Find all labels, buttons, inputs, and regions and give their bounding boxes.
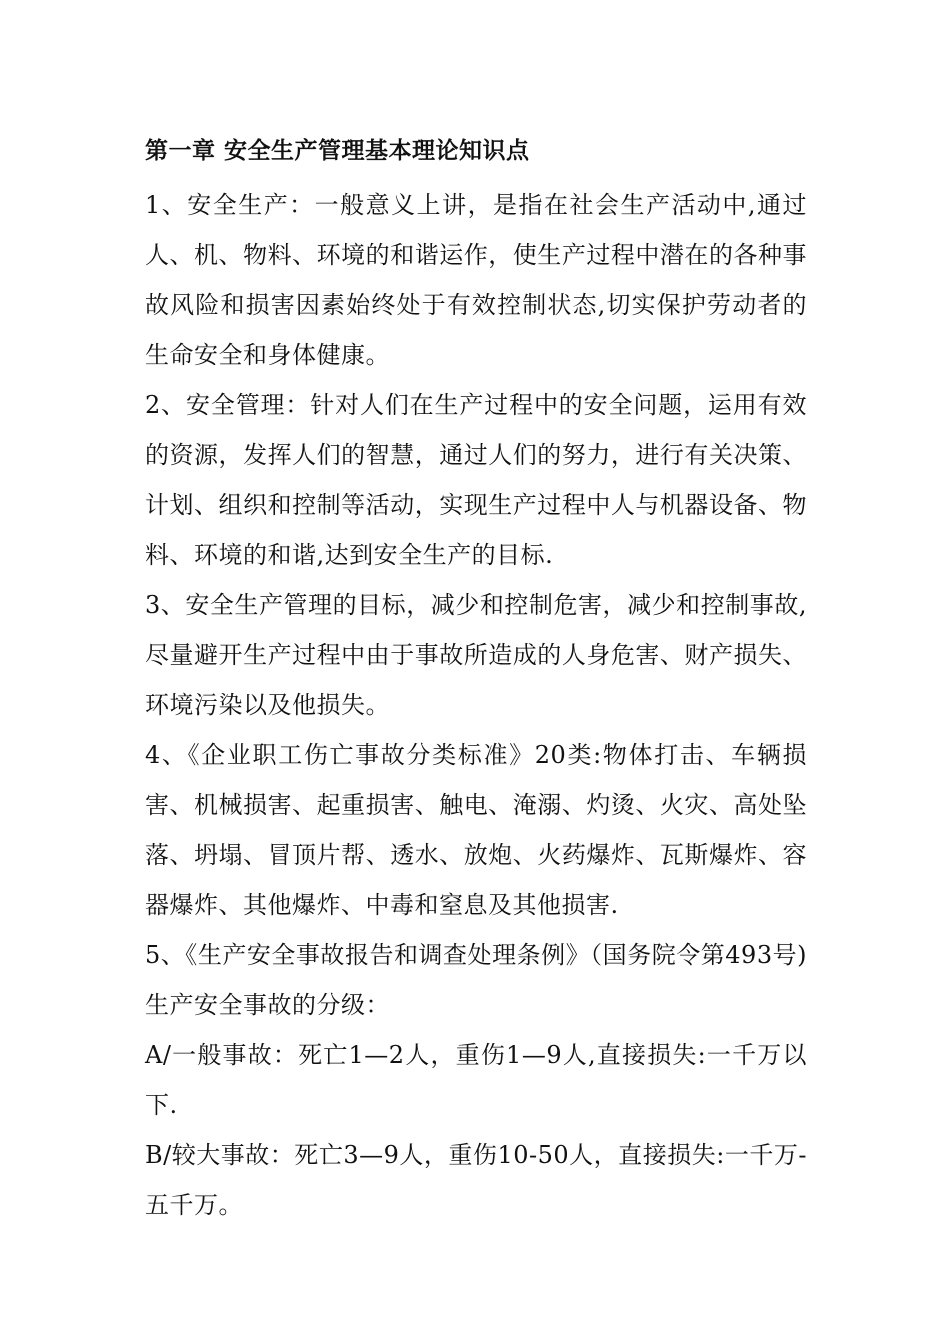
paragraph-management-goals: 3、安全生产管理的目标，减少和控制危害，减少和控制事故,尽量避开生产过程中由于事故所造成的人身危害、财产损失、环境污染以及他损失。: [145, 591, 807, 719]
paragraph-accident-regulation: 5、《生产安全事故报告和调查处理条例》（国务院令第493号)生产安全事故的分级：: [145, 941, 807, 1019]
paragraph-accident-classification: 4、《企业职工伤亡事故分类标准》20类:物体打击、车辆损害、机械损害、起重损害、触电、淹溺、灼烫、火灾、高处坠落、坍塌、冒顶片帮、透水、放炮、火药爆炸、瓦斯爆炸、容器爆炸、其他爆炸、中毒和窒息及其他损害.: [145, 741, 807, 919]
paragraph-safety-production: 1、安全生产：一般意义上讲，是指在社会生产活动中,通过人、机、物料、环境的和谐运作，使生产过程中潜在的各种事故风险和损害因素始终处于有效控制状态,切实保护劳动者的生命安全和身体健康。: [145, 191, 807, 369]
paragraph-safety-management: 2、安全管理：针对人们在生产过程中的安全问题，运用有效的资源，发挥人们的智慧，通过人们的努力，进行有关决策、计划、组织和控制等活动，实现生产过程中人与机器设备、物料、环境的和谐,达到安全生产的目标.: [145, 391, 807, 569]
paragraph-major-accident: B/较大事故：死亡3—9人，重伤10-50人，直接损失:一千万-五千万。: [145, 1141, 807, 1219]
paragraph-general-accident: A/一般事故：死亡1—2人，重伤1—9人,直接损失:一千万以下.: [145, 1041, 807, 1119]
document-body: [145, 128, 807, 1230]
chapter-heading: 第一章 安全生产管理基本理论知识点: [145, 138, 530, 164]
